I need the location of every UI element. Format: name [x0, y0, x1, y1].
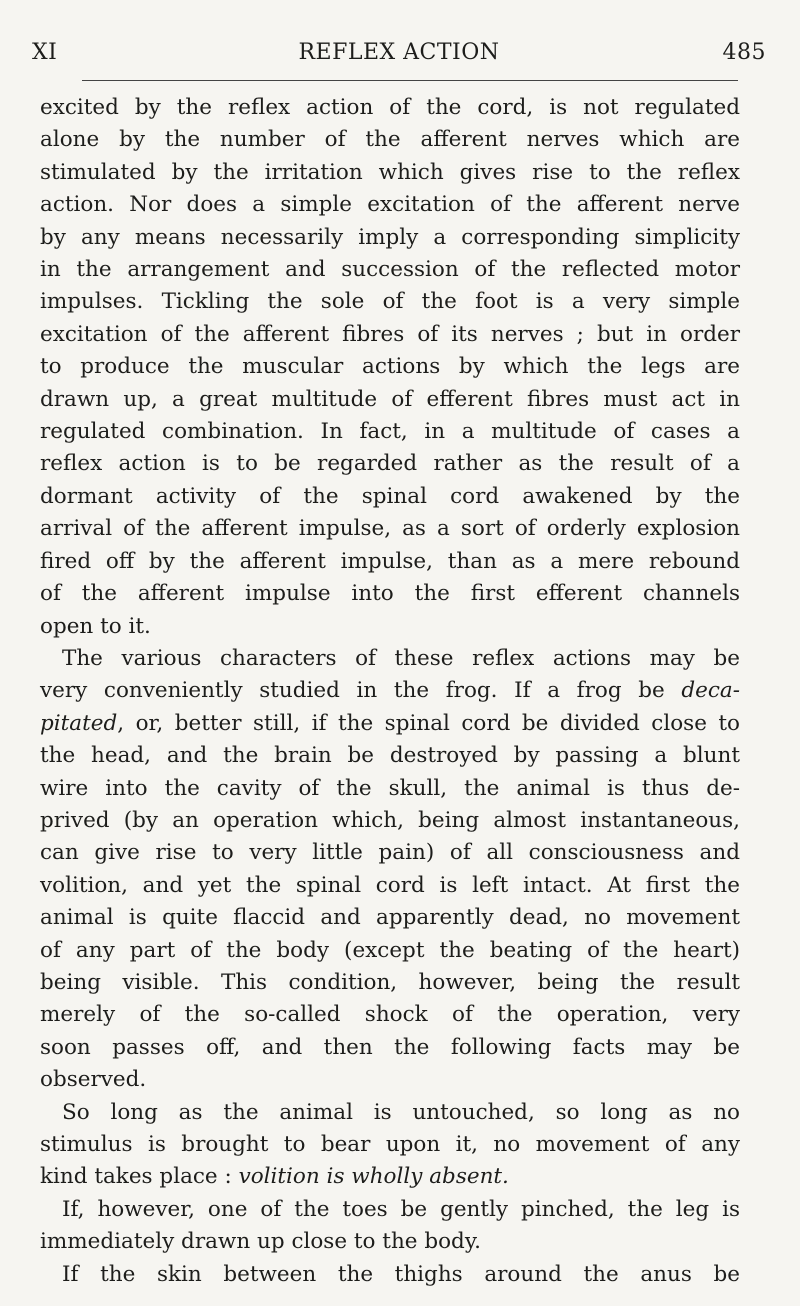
text-line: If, however, one of the toes be gently pinched, the leg is	[62, 1196, 740, 1222]
text-line: If the skin between the thighs around the anus be	[62, 1261, 740, 1287]
text-line: immediately drawn up close to the body.	[40, 1229, 481, 1255]
page-number: 485	[722, 40, 766, 65]
text-line: of the afferent impulse into the first efferent channels	[40, 581, 740, 607]
text-line: can give rise to very little pain) of all consciousness and	[40, 840, 740, 866]
body-text	[40, 92, 740, 1291]
text-line: stimulus is brought to bear upon it, no movement of any	[40, 1132, 740, 1157]
text-line: prived (by an operation which, being almost instantaneous,	[40, 807, 740, 833]
text-line: pitated, or, better still, if the spinal cord be divided close to	[40, 710, 740, 736]
text-line: being visible. This condition, however, being the result	[40, 969, 740, 995]
text-line: open to it.	[40, 613, 151, 639]
text-line: fired off by the afferent impulse, than as a mere rebound	[40, 548, 740, 574]
text-line: drawn up, a great multitude of efferent fibres must act in	[40, 386, 740, 412]
text-line: reflex action is to be regarded rather as the result of a	[40, 451, 740, 477]
header-rule	[82, 80, 738, 81]
text-line: observed.	[40, 1067, 147, 1093]
text-line: animal is quite flaccid and apparently dead, no movement	[40, 905, 740, 931]
text-line: the head, and the brain be destroyed by passing a blunt	[40, 743, 740, 769]
text-line: excitation of the afferent fibres of its nerves ; but in order	[40, 321, 740, 347]
text-line: dormant activity of the spinal cord awakened by the	[40, 483, 740, 509]
text-line: very conveniently studied in the frog. If a frog be deca-	[40, 678, 740, 704]
text-line: volition, and yet the spinal cord is left intact. At first the	[40, 872, 740, 898]
text-line: by any means necessarily imply a corresponding simplicity	[40, 224, 740, 250]
text-line: wire into the cavity of the skull, the animal is thus de-	[40, 775, 740, 801]
text-line: arrival of the afferent impulse, as a sort of orderly explosion	[40, 516, 740, 542]
text-line: merely of the so-called shock of the operation, very	[40, 1002, 740, 1028]
text-line: impulses. Tickling the sole of the foot is a very simple	[40, 289, 740, 315]
text-line: soon passes off, and then the following facts may be	[40, 1034, 740, 1060]
text-line: regulated combination. In fact, in a multitude of cases a	[40, 419, 740, 445]
text-line: to produce the muscular actions by which the legs are	[40, 354, 740, 380]
text-line: action. Nor does a simple excitation of the afferent nerve	[40, 192, 740, 218]
text-line: of any part of the body (except the beating of the heart)	[40, 937, 740, 963]
text-line: So long as the animal is untouched, so long as no	[62, 1099, 740, 1125]
text-line: kind takes place : volition is wholly absent.	[40, 1164, 509, 1190]
text-line: alone by the number of the afferent nerves which are	[40, 127, 740, 153]
chapter-number: XI	[32, 40, 58, 65]
running-title: REFLEX ACTION	[298, 40, 500, 65]
page-header	[32, 40, 766, 70]
text-line: excited by the reflex action of the cord, is not regulated	[40, 95, 740, 120]
text-line: in the arrangement and succession of the reflected motor	[40, 257, 740, 283]
text-line: The various characters of these reflex actions may be	[62, 645, 740, 671]
text-line: stimulated by the irritation which gives rise to the reflex	[40, 159, 740, 185]
